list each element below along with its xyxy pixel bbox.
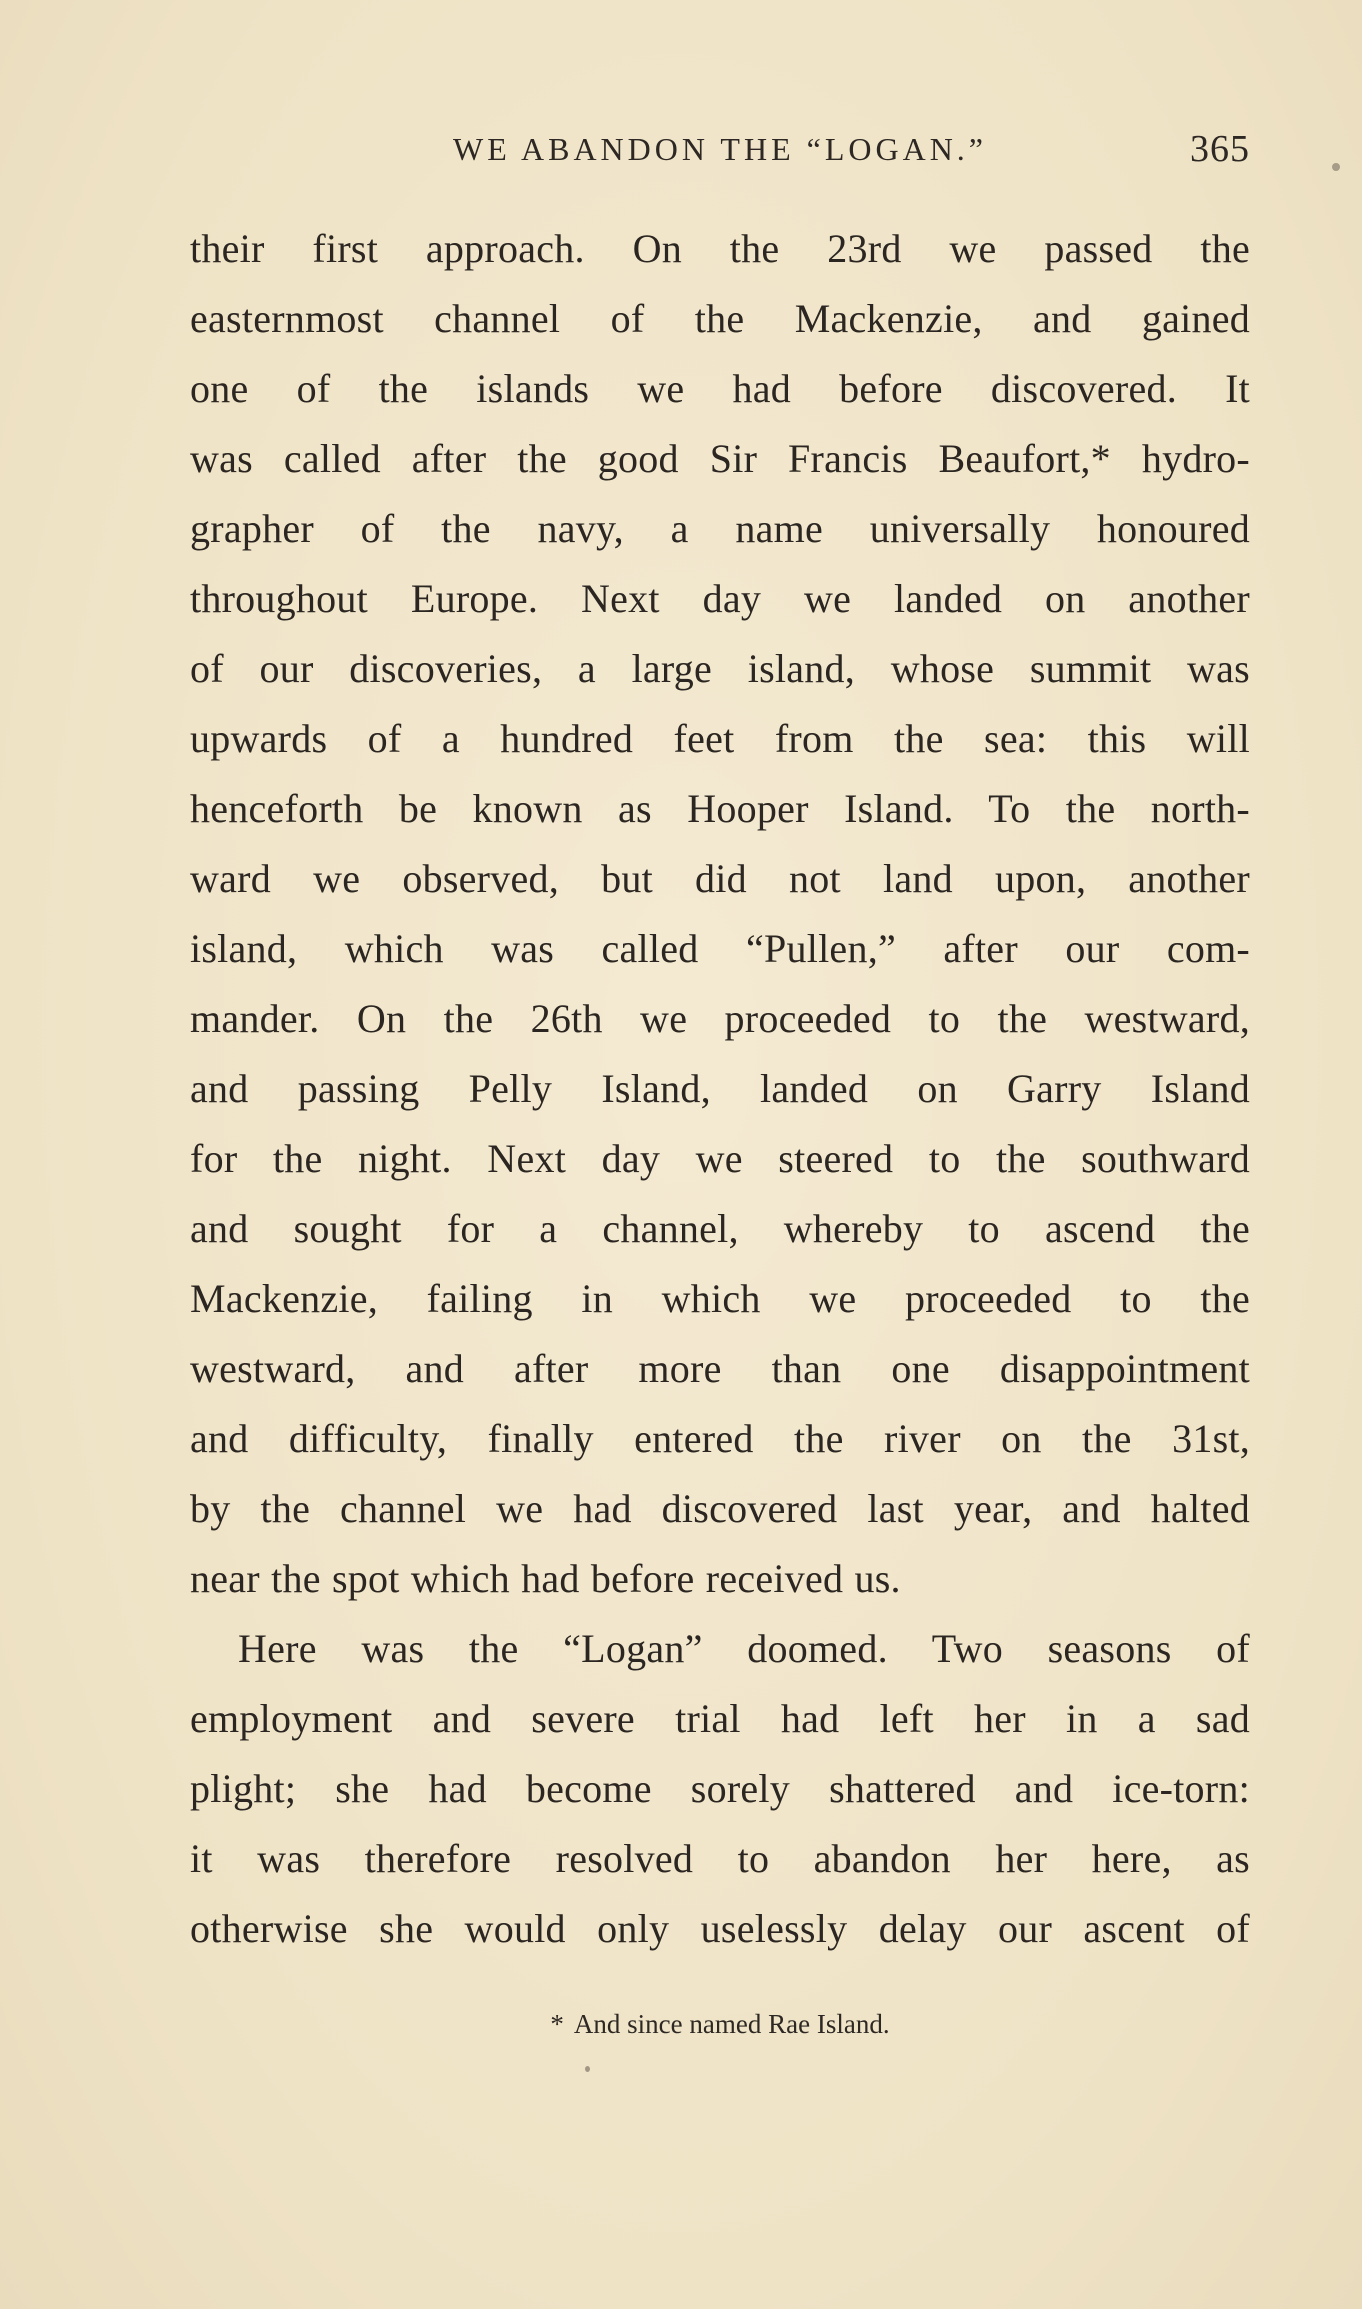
running-title: WE ABANDON THE “LOGAN.”	[453, 131, 987, 167]
margin-speck	[1332, 163, 1340, 171]
page-speck	[585, 2066, 590, 2072]
text-line: it was therefore resolved to abandon her here, as	[190, 1836, 1250, 1881]
text-line: and passing Pelly Island, landed on Garry Island	[190, 1066, 1250, 1111]
text-line: henceforth be known as Hooper Island. To the north-	[190, 786, 1250, 831]
text-line: near the spot which had before received us.	[190, 1556, 901, 1601]
text-line: island, which was called “Pullen,” after our com-	[190, 926, 1250, 971]
text-line: Here was the “Logan” doomed. Two seasons of	[238, 1626, 1250, 1671]
text-line: ward we observed, but did not land upon, another	[190, 856, 1250, 901]
text-line: their first approach. On the 23rd we passed the	[190, 226, 1250, 271]
body-text	[190, 214, 1250, 1964]
footnote	[190, 2004, 1250, 2044]
running-head	[190, 124, 1250, 174]
footnote-mark: *	[550, 2009, 564, 2039]
text-line: upwards of a hundred feet from the sea: this will	[190, 716, 1250, 761]
text-line: otherwise she would only uselessly delay our ascent of	[190, 1906, 1250, 1951]
text-line: employment and severe trial had left her in a sad	[190, 1696, 1250, 1741]
text-line: by the channel we had discovered last year, and halted	[190, 1486, 1250, 1531]
text-line: for the night. Next day we steered to the southward	[190, 1136, 1250, 1181]
text-line: and sought for a channel, whereby to ascend the	[190, 1206, 1250, 1251]
text-line: was called after the good Sir Francis Beaufort,* hydro-	[190, 436, 1250, 481]
text-line: mander. On the 26th we proceeded to the westward,	[190, 996, 1250, 1041]
text-line: throughout Europe. Next day we landed on another	[190, 576, 1250, 621]
text-line: and difficulty, finally entered the river on the 31st,	[190, 1416, 1250, 1461]
text-line: grapher of the navy, a name universally honoured	[190, 506, 1250, 551]
text-line: one of the islands we had before discovered. It	[190, 366, 1250, 411]
text-line: easternmost channel of the Mackenzie, and gained	[190, 296, 1250, 341]
page-number: 365	[1190, 128, 1250, 170]
text-line: of our discoveries, a large island, whose summit was	[190, 646, 1250, 691]
footnote-text: And since named Rae Island.	[573, 2009, 890, 2039]
text-line: plight; she had become sorely shattered and ice-torn:	[190, 1766, 1250, 1811]
text-line: westward, and after more than one disappointment	[190, 1346, 1250, 1391]
text-line: Mackenzie, failing in which we proceeded to the	[190, 1276, 1250, 1321]
